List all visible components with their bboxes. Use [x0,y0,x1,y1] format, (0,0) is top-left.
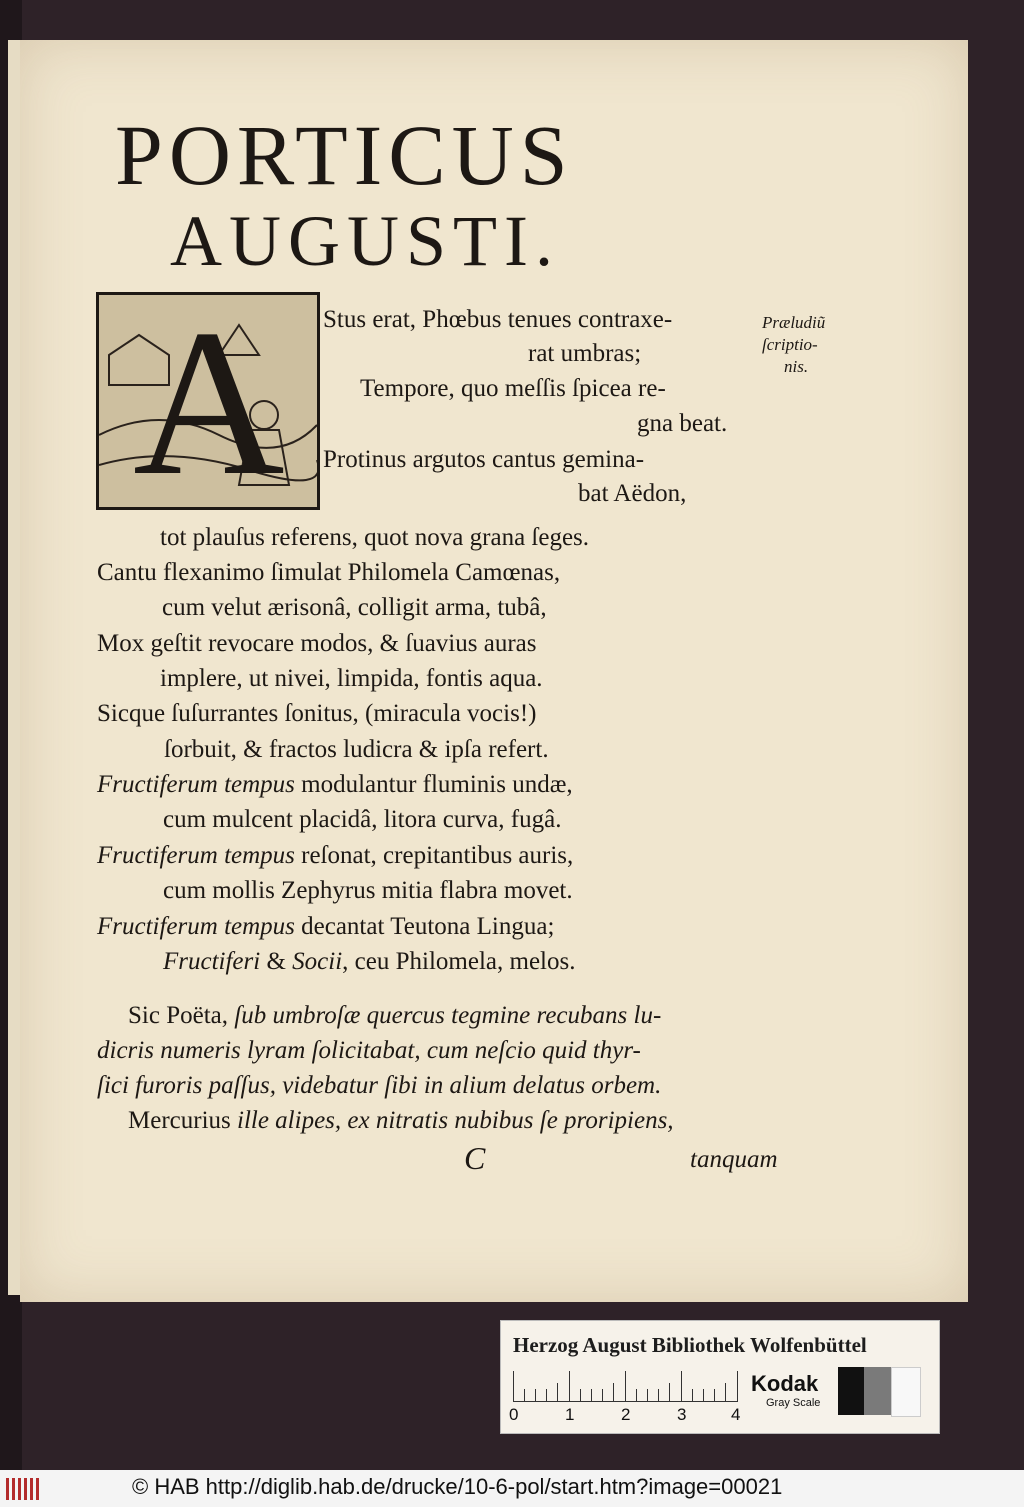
color-calibration-card [500,1320,940,1434]
verse-line: gna beat. [637,410,728,437]
verse-text: modulantur fluminis undæ, [294,771,573,798]
italic-phrase: ille alipes, ex nitratis nubibus ſe proripiens, [230,1107,674,1134]
verse-line: cum velut ærisonâ, colligit arma, tubâ, [162,594,547,621]
swatch-white [891,1367,921,1417]
scale-number: 2 [621,1405,631,1424]
verse-line [97,771,573,799]
italic-phrase: ſub umbroſæ quercus tegmine recubans lu- [234,1002,662,1029]
copyright-url: © HAB http://diglib.hab.de/drucke/10-6-pol/start.htm?image=00021 [132,1474,783,1499]
verse-line: cum mulcent placidâ, litora curva, fugâ. [163,806,562,833]
verse-line: Tempore, quo meſſis ſpicea re- [360,375,666,402]
swatch-gray [864,1367,892,1415]
kodak-label: Kodak [751,1371,819,1396]
verse-line: Mox geſtit revocare modos, & ſuavius auras [97,630,537,657]
verse-line: Sicque ſuſurrantes ſonitus, (miracula vocis!) [97,700,537,727]
title-line-1: PORTICUS [115,107,574,203]
margin-note [762,312,825,378]
footer-bar [0,1470,1024,1507]
prose-text: Poëta, [159,1002,235,1029]
italic-phrase: Fructiferum tempus [97,842,295,869]
prose-line: dicris numeris lyram ſolicitabat, cum neſcio quid thyr- [97,1037,641,1064]
verse-line: bat Aëdon, [578,480,687,507]
italic-phrase: Fructiferum tempus [97,913,295,940]
library-name: Herzog August Bibliothek Wolfenbüttel [513,1333,867,1357]
prose-line [128,1107,674,1135]
italic-phrase: Fructiferum tempus [97,771,295,798]
prose-text: Mercurius [128,1107,231,1134]
verse-line: ſorbuit, & fractos ludicra & ipſa refert. [164,736,549,763]
verse-text: & [260,948,293,975]
gray-scale-label: Gray Scale [766,1397,821,1409]
italic-phrase: Socii [292,948,343,975]
verse-line: tot plauſus referens, quot nova grana ſeges. [160,524,590,551]
scale-ruler [513,1371,738,1402]
prose-line [128,1002,661,1030]
title-line-2: AUGUSTI. [170,201,560,281]
woodcut-initial [96,292,320,510]
margin-note-line: ſcriptio- [762,335,818,354]
margin-note-line: Præludiũ [762,313,826,332]
scale-number: 3 [677,1405,687,1424]
initial-letter: A [133,292,285,510]
swatch-black [838,1367,866,1415]
verse-line: cum mollis Zephyrus mitia flabra movet. [163,877,573,904]
verse-line: rat umbras; [528,340,642,367]
verse-line: Protinus argutos cantus gemina- [323,446,645,473]
verse-line [97,842,573,870]
verse-text: , ceu Philomela, melos. [342,948,576,975]
verse-line [163,948,575,976]
verse-line [97,913,554,941]
hab-logo-icon [4,1474,42,1504]
italic-phrase: Fructiferi [163,948,261,975]
prose-line: ſici furoris paſſus, videbatur ſibi in alium delatus orbem. [97,1072,662,1099]
verse-line: implere, ut nivei, limpida, fontis aqua. [160,665,543,692]
scale-number: 4 [731,1405,741,1424]
scale-number: 1 [565,1405,575,1424]
prose-text: Sic [128,1002,160,1029]
verse-line: Stus erat, Phœbus tenues contraxe- [323,306,673,333]
margin-note-line: nis. [784,357,809,376]
verse-text: reſonat, crepitantibus auris, [294,842,574,869]
scale-number: 0 [509,1405,519,1424]
verse-line: Cantu flexanimo ſimulat Philomela Camœnas, [97,559,561,586]
verse-text: decantat Teutona Lingua; [294,913,555,940]
catchword: tanquam [690,1146,778,1173]
signature-mark: C [464,1140,486,1176]
